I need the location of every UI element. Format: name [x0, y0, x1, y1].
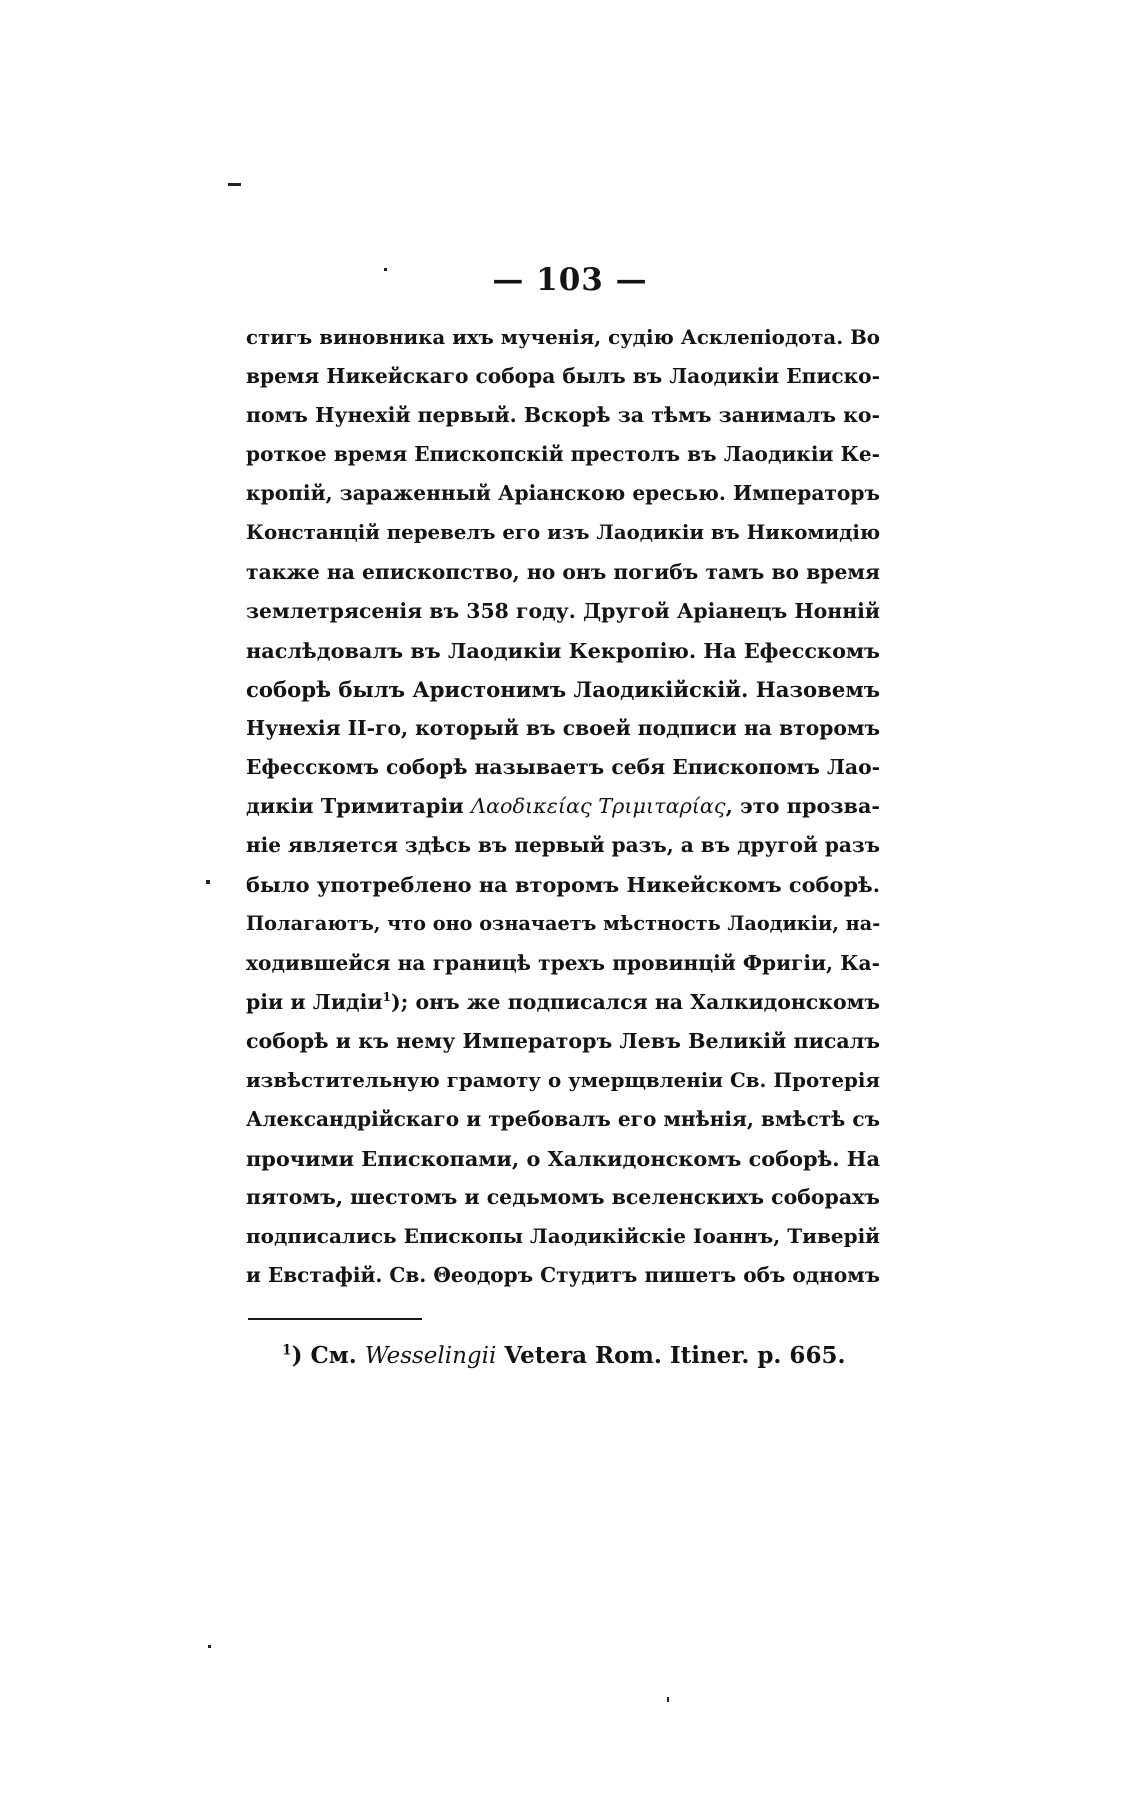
page-number: — 103 — [492, 262, 648, 298]
footnote-mark: 1 [282, 1342, 292, 1359]
footnote-author: Wesselingii [364, 1343, 497, 1369]
text-line: помъ Нунехій первый. Вскорѣ за тѣмъ занималъ ко- [246, 403, 880, 428]
text-line: и Евстафій. Св. Θеодоръ Студитъ пишетъ объ одномъ [246, 1263, 880, 1288]
text-line: роткое время Епископскій престолъ въ Лаодикіи Ке- [246, 442, 880, 467]
text-line-with-footnote-ref [246, 983, 880, 1022]
ink-speck [667, 1697, 669, 1702]
text-line: также на епископство, но онъ погибъ тамъ во время [246, 559, 880, 584]
text-line: извѣстительную грамоту о умерщвленіи Св. Протерія [246, 1067, 880, 1092]
footnote-text: Vetera Rom. Itiner. p. 665. [496, 1342, 846, 1369]
ink-speck [206, 880, 210, 884]
text-line: Александрійскаго и требовалъ его мнѣнія, вмѣстѣ съ [246, 1106, 880, 1131]
text-segment: ); онъ же подписался на Халкидонскомъ [391, 989, 880, 1014]
text-line: подписались Епископы Лаодикійскіе Іоаннъ, Тиверій [246, 1224, 880, 1249]
text-line: Ефесскомъ соборѣ называетъ себя Епископомъ Лао- [246, 755, 881, 780]
text-line: Констанцій перевелъ его изъ Лаодикіи въ Никомидію [246, 520, 881, 545]
ink-speck [208, 1645, 211, 1648]
footnote-divider [248, 1318, 422, 1320]
footnote-text: ) См. [291, 1342, 365, 1369]
text-line-with-greek [246, 787, 880, 826]
footnote [282, 1342, 845, 1369]
text-segment: , это прозва- [725, 794, 881, 819]
text-line: время Никейскаго собора былъ въ Лаодикіи Еписко- [246, 364, 880, 389]
text-line: наслѣдовалъ въ Лаодикіи Кекропію. На Ефесскомъ [246, 637, 880, 663]
text-line: ходившейся на границѣ трехъ провинцій Фригіи, Ка- [246, 950, 880, 975]
text-segment: ріи и Лидіи [246, 989, 383, 1014]
text-line: землетрясенія въ 358 году. Другой Аріанецъ Нонній [246, 598, 880, 623]
body-text [246, 318, 880, 1295]
text-line: Полагаютъ, что оно означаетъ мѣстность Лаодикіи, на- [246, 912, 881, 936]
text-line: стигъ виновника ихъ мученія, судію Асклепіодота. Во [246, 325, 880, 349]
margin-dash-mark [228, 183, 241, 186]
text-line: соборѣ и къ нему Императоръ Левъ Великій писалъ [246, 1028, 880, 1053]
text-line: соборѣ былъ Аристонимъ Лаодикійскій. Назовемъ [246, 676, 881, 702]
footnote-reference[interactable]: 1 [382, 988, 392, 1004]
greek-phrase: Λαοδικείας Τριμιταρίας [470, 794, 726, 819]
text-line: было употреблено на второмъ Никейскомъ соборѣ. [246, 872, 881, 898]
text-line: прочими Епископами, о Халкидонскомъ соборѣ. На [246, 1145, 880, 1171]
text-line: кропій, зараженный Аріанскою ересью. Императоръ [246, 481, 880, 506]
text-line: пятомъ, шестомъ и седьмомъ вселенскихъ соборахъ [246, 1185, 880, 1210]
text-segment: дикіи Тримитаріи [246, 794, 471, 819]
text-line: Нунехія II-го, который въ своей подписи на второмъ [246, 715, 880, 740]
text-line: ніе является здѣсь въ первый разъ, а въ другой разъ [246, 833, 880, 858]
